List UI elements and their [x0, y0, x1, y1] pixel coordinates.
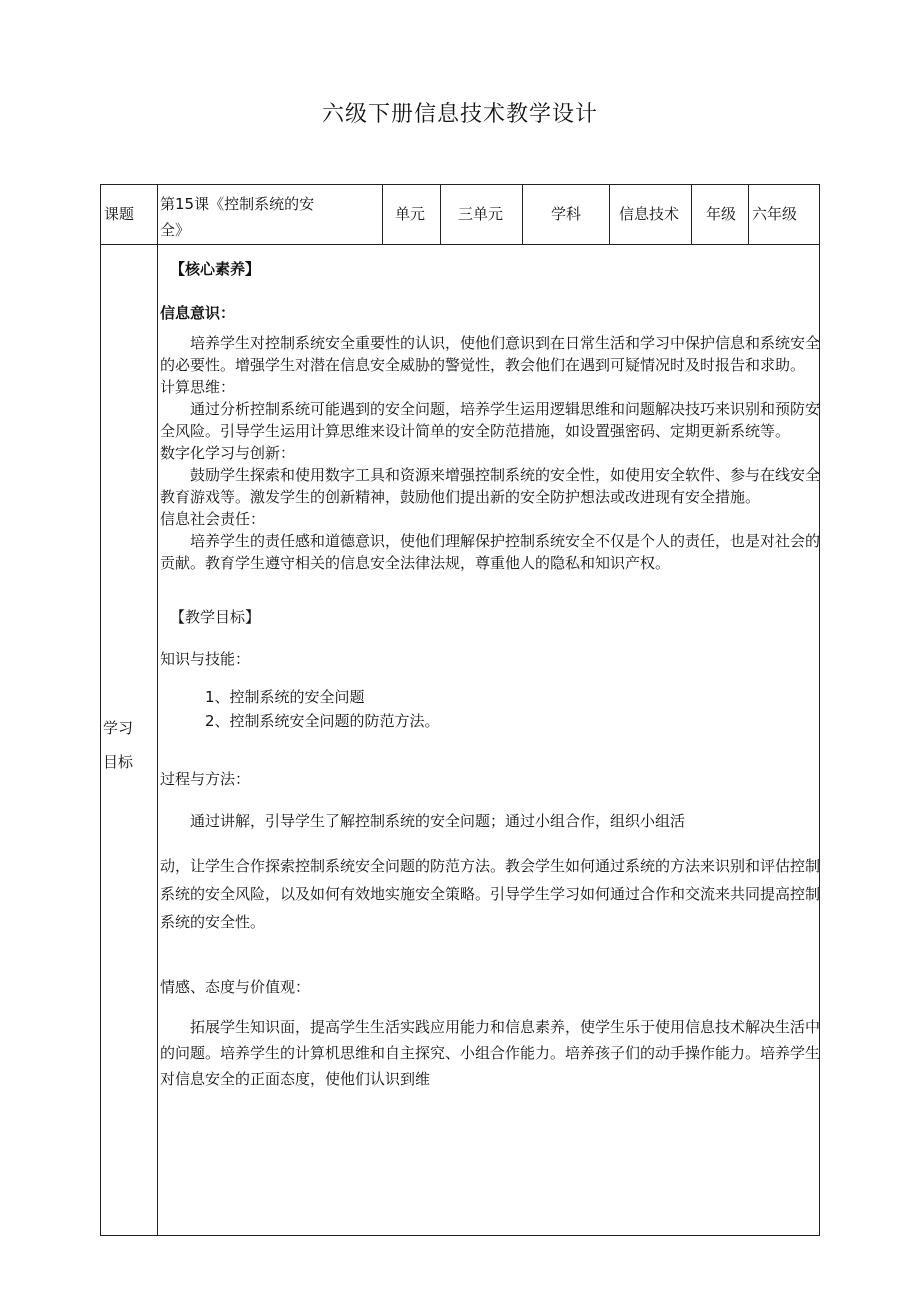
- goals-heading: 【教学目标】: [170, 608, 261, 626]
- column-divider: [440, 184, 441, 244]
- knowledge-label: 知识与技能：: [160, 650, 251, 668]
- grade-value: 六年级: [752, 205, 798, 223]
- page-title: 六级下册信息技术教学设计: [321, 102, 598, 127]
- lesson-value-line1: 第15课《控制系统的安: [160, 195, 315, 213]
- core-heading: 【核心素养】: [170, 260, 261, 278]
- unit-value: 三单元: [458, 205, 504, 223]
- column-divider: [748, 184, 749, 244]
- process-label: 过程与方法：: [160, 770, 251, 788]
- emotion-text: 拓展学生知识面，提高学生生活实践应用能力和信息素养，使学生乐于使用信息技术解决生活中的问题。培养学生的计算机思维和自主探究、小组合作能力。培养孩子们的动手操作能力。培养学生对信息安全的正面态度，使他们认识到维: [160, 1018, 821, 1088]
- subject-value: 信息技术: [619, 205, 680, 223]
- info-awareness-text: 培养学生对控制系统安全重要性的认识，使他们意识到在日常生活和学习中保护信息和系统安全的必要性。增强学生对潜在信息安全威胁的警觉性，教会他们在遇到可疑情况时及时报告和求助。: [160, 334, 821, 374]
- lesson-label: 课题: [104, 205, 135, 223]
- computational-text: 通过分析控制系统可能遇到的安全问题，培养学生运用逻辑思维和问题解决技巧来识别和预防安全风险。引导学生运用计算思维来设计简单的安全防范措施，如设置强密码、定期更新系统等。: [160, 400, 821, 440]
- process-text-2: 动，让学生合作探索控制系统安全问题的防范方法。教会学生如何通过系统的方法来识别和评估控制系统的安全风险，以及如何有效地实施安全策略。引导学生学习如何通过合作和交流来共同提高控制系统的安全性。: [160, 857, 821, 931]
- grade-label: 年级: [706, 205, 737, 223]
- column-divider: [522, 184, 523, 244]
- goals-content: [160, 258, 820, 1092]
- column-divider: [609, 184, 610, 244]
- knowledge-item: 2、控制系统安全问题的防范方法。: [205, 712, 440, 730]
- social-text: 培养学生的责任感和道德意识，使他们理解保护控制系统安全不仅是个人的责任，也是对社会的贡献。教育学生遵守相关的信息安全法律法规，尊重他人的隐私和知识产权。: [160, 532, 821, 572]
- process-text-1: 通过讲解，引导学生了解控制系统的安全问题；通过小组合作，组织小组活: [190, 812, 686, 830]
- digital-label: 数字化学习与创新：: [160, 444, 296, 462]
- header-row-divider: [100, 244, 820, 245]
- info-awareness-label: 信息意识：: [160, 304, 236, 322]
- column-divider: [157, 184, 158, 1236]
- digital-text: 鼓励学生探索和使用数字工具和资源来增强控制系统的安全性，如使用安全软件、参与在线安全教育游戏等。激发学生的创新精神，鼓励他们提出新的安全防护想法或改进现有安全措施。: [160, 466, 821, 506]
- unit-label: 单元: [395, 205, 426, 223]
- column-divider: [382, 184, 383, 244]
- side-label-line2: 目标: [103, 753, 134, 771]
- subject-label: 学科: [551, 205, 582, 223]
- column-divider: [691, 184, 692, 244]
- social-label: 信息社会责任：: [160, 510, 266, 528]
- emotion-label: 情感、态度与价值观：: [160, 978, 311, 996]
- side-label-line1: 学习: [103, 719, 134, 737]
- knowledge-item: 1、控制系统的安全问题: [205, 688, 365, 706]
- computational-label: 计算思维：: [160, 378, 236, 396]
- lesson-value-line2: 全》: [160, 221, 191, 239]
